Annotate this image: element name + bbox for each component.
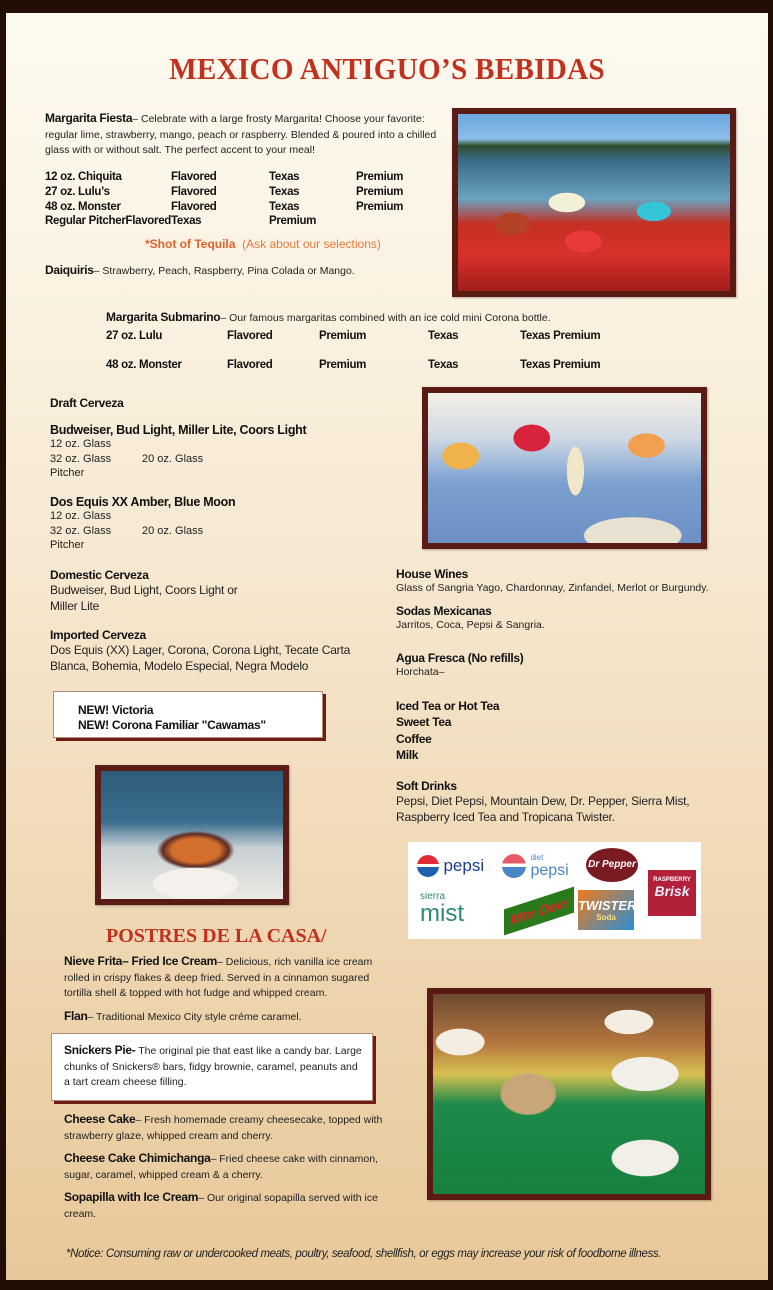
margaritas-lake-photo (452, 108, 736, 297)
diet-pepsi-globe-icon (502, 854, 526, 878)
draft-group: Dos Equis XX Amber, Blue Moon 12 oz. Glass 32 oz. Glass 20 oz. Glass Pitcher (50, 495, 236, 551)
dessert-item: Cheese Cake– Fresh homemade creamy cheesecake, topped with strawberry glaze, whipped cream and cherry. (64, 1112, 383, 1142)
mountain-dew-logo: Mtn Dew (504, 887, 574, 936)
draft-cerveza-heading: Draft Cerveza (50, 396, 124, 410)
dessert-item: Sopapilla with Ice Cream– Our original sopapilla served with ice cream. (64, 1190, 378, 1220)
page-title: MEXICO ANTIGUO’S BEBIDAS (169, 51, 605, 86)
beer-cooler-photo (95, 765, 289, 905)
submarino-name: Margarita Submarino (106, 310, 221, 324)
dessert-item: Nieve Frita– Fried Ice Cream– Delicious, rich vanilla ice cream rolled in crispy flakes & deep fried. Served in a cinnamon sugared tortilla shell & topped with hot fudge and whipped cream. (64, 954, 373, 999)
soft-drinks: Soft Drinks Pepsi, Diet Pepsi, Mountain Dew, Dr. Pepper, Sierra Mist, Raspberry Iced Tea and Tropicana Twister. (396, 779, 690, 824)
dessert-item: Cheese Cake Chimichanga– Fried cheese cake with cinnamon, sugar, caramel, whipped cream & a cherry. (64, 1151, 379, 1181)
pepsi-globe-icon (417, 855, 439, 877)
dr-pepper-logo: Dr Pepper (586, 848, 638, 882)
desserts-photo (427, 988, 711, 1200)
house-wines: House Wines Glass of Sangria Yago, Chardonnay, Zinfandel, Merlot or Burgundy. (396, 567, 709, 594)
draft-group: Budweiser, Bud Light, Miller Lite, Coors Light 12 oz. Glass 32 oz. Glass 20 oz. Glass Pitcher (50, 423, 307, 479)
food-safety-notice: *Notice: Consuming raw or undercooked meats, poultry, seafood, shellfish, or eggs may increase your risk of foodborne illness. (66, 1248, 661, 1260)
new-beers-box: NEW! Victoria NEW! Corona Familiar "Cawamas" (53, 691, 323, 738)
menu-page: MEXICO ANTIGUO’S BEBIDAS Margarita Fiesta– Celebrate with a large frosty Margarita! Choose your favorite: regular lime, strawberry, mango, peach or raspberry. Blended & poured into a chilled glass with or without salt. The perfect accent to your meal! 12 oz. Chiquita Flavored Texas Premium 27 oz. Lulu’s Flavored Texas Premium 48 oz. Monster Flavored Texas Premium Regular PitcherFlavored Texas Premium *Shot of Tequila (Ask about our selections) Daiquiris– Strawberry, Peach, Raspberry, Pina Colada or Mango. Margarita Submarino– Our famous margaritas combined with an ice cold mini Corona bottle. 27 oz. Lulu Flavored Premium Texas Texas Premium 48 oz. Monster Flavored Premium Texas Texas Premium Draft Cerveza Budweiser, Bud Light, Miller Lite, Coors Light 12 oz. Glass 32 oz. Glass 20 oz. Glass Pitcher Dos Equis XX Amber, Blue Moon 12 oz. Glass 32 oz. Glass 20 oz. Glass Pitcher Domestic Cerveza Budweiser, Bud Light, Coors Light or Miller Lite Imported Cerveza Dos Equis (XX) Lager, Corona, Corona Light, Tecate Carta Blanca, Bohemia, Modelo Especial, Negra Modelo NEW! Victoria NEW! Corona Familiar "Cawamas" House Wines Glass of Sangria Yago, Chardonnay, Zinfandel, Merlot or Burgundy. Sodas Mexicanas Jarritos, Coca, Pepsi & Sangria. Agua Fresca (No refills) Horchata– Iced Tea or Hot Tea Sweet Tea Coffee Milk Soft Drinks Pepsi, Diet Pepsi, Mountain Dew, Dr. Pepper, Sierra Mist, Raspberry Iced Tea and Tropicana Twister. pepsi diet pepsi Dr Pepper RASPBERRY Brisk sierra mist Mtn Dew TWISTER Soda POSTRES DE LA CASA/ Nieve Frita– Fried Ice Cream– Delicious, rich vanilla ice cream rolled in crispy flakes & deep fried. Served in a cinnamon sugared tortilla shell & topped with hot fudge and whipped cream. Flan– Traditional Mexico City style créme caramel. Snickers Pie- The original pie that east like a candy bar. Large chunks of Snickers® bars, fidgy brownie, caramel, peanuts and a tart cream cheese filling. Cheese Cake– Fresh homemade creamy cheesecake, topped with strawberry glaze, whipped cream and cherry. Cheese Cake Chimichanga– Fried cheese cake with cinnamon, sugar, caramel, whipped cream & a cherry. Sopapilla with Ice Cream– Our original sopapilla served with ice cream. *Notice: Consuming raw or undercooked meats, poultry, seafood, shellfish, or eggs may increase your risk of foodborne illness. (6, 13, 768, 1280)
snickers-pie-box (51, 1033, 373, 1101)
sodas-mexicanas: Sodas Mexicanas Jarritos, Coca, Pepsi & Sangria. (396, 604, 545, 631)
diet-pepsi-logo: diet pepsi (502, 853, 569, 879)
tea-coffee-list: Iced Tea or Hot Tea Sweet Tea Coffee Milk (396, 699, 500, 762)
imported-cerveza: Imported Cerveza Dos Equis (XX) Lager, Corona, Corona Light, Tecate Carta Blanca, Bohemia, Modelo Especial, Negra Modelo (50, 628, 351, 673)
tropicana-twister-logo: TWISTER Soda (578, 890, 634, 930)
soda-logos-panel (408, 842, 701, 939)
corona-margaritas-photo (422, 387, 707, 549)
dessert-item: Snickers Pie- The original pie that east like a candy bar. Large chunks of Snickers® bars, fidgy brownie, caramel, peanuts and a tart cream cheese filling. (64, 1043, 362, 1088)
margarita-fiesta-description: Margarita Fiesta– Celebrate with a large frosty Margarita! Choose your favorite: regular lime, strawberry, mango, peach or raspberry. Blended & poured into a chilled glass with or without salt. The perfect accent to your meal! (45, 111, 437, 156)
brisk-logo: RASPBERRY Brisk (648, 870, 696, 916)
domestic-cerveza: Domestic Cerveza Budweiser, Bud Light, Coors Light or Miller Lite (50, 568, 238, 613)
postres-heading: POSTRES DE LA CASA/ (106, 925, 327, 947)
tequila-label: Shot of Tequila (149, 237, 236, 251)
tequila-shot-note: *Shot of Tequila (Ask about our selections) (145, 237, 381, 251)
daiquiris-item: Daiquiris– Strawberry, Peach, Raspberry, Pina Colada or Mango. (45, 263, 355, 277)
submarino-description: Margarita Submarino– Our famous margaritas combined with an ice cold mini Corona bottle. (106, 310, 551, 324)
pepsi-logo: pepsi (417, 855, 484, 877)
dessert-item: Flan– Traditional Mexico City style créme caramel. (64, 1009, 302, 1023)
sierra-mist-logo: sierra mist (420, 891, 464, 927)
agua-fresca: Agua Fresca (No refills) Horchata– (396, 651, 524, 678)
margarita-fiesta-name: Margarita Fiesta (45, 111, 133, 125)
